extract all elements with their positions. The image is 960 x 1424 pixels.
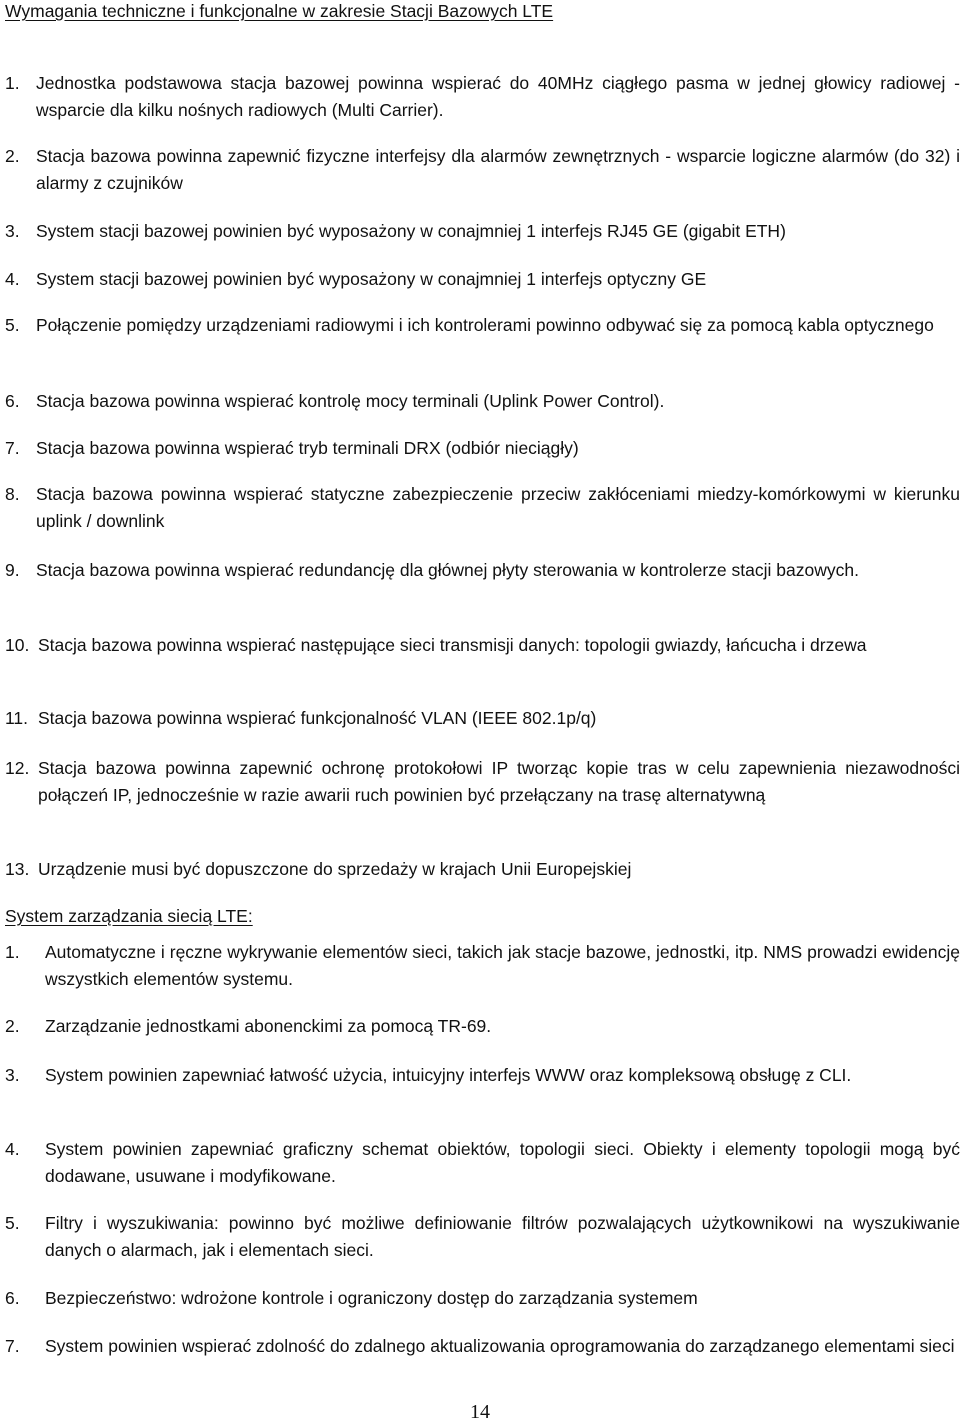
requirement-item-6: [5, 388, 960, 415]
requirement-item-5: [5, 312, 960, 339]
requirement-item-12: [5, 755, 960, 809]
section-heading-nms: System zarządzania siecią LTE:: [5, 906, 253, 926]
item-number: 5.: [5, 1213, 20, 1233]
item-text: Stacja bazowa powinna wspierać tryb terminali DRX (odbiór nieciągły): [36, 438, 579, 458]
requirement-item-2: [5, 143, 960, 197]
requirement-item-8: [5, 481, 960, 535]
item-text: Stacja bazowa powinna wspierać następujące sieci transmisji danych: topologii gwiazdy, łańcucha i drzewa: [38, 635, 867, 655]
nms-item-5: [5, 1210, 960, 1264]
item-text: System powinien wspierać zdolność do zdalnego aktualizowania oprogramowania do zarządzanego elementami sieci: [45, 1336, 955, 1356]
nms-item-1: [5, 939, 960, 993]
nms-item-3: [5, 1062, 960, 1089]
item-text: Stacja bazowa powinna wspierać statyczne zabezpieczenie przeciw zakłóceniami miedzy-komórkowymi w kierunku uplink / downlink: [36, 484, 960, 531]
requirement-item-4: [5, 266, 960, 293]
item-text: Filtry i wyszukiwania: powinno być możliwe definiowanie filtrów pozwalających użytkownikowi na wyszukiwanie danych o alarmach, jak i elementach sieci.: [45, 1213, 960, 1260]
requirement-item-11: [5, 705, 960, 732]
item-number: 6.: [5, 391, 20, 411]
item-text: Stacja bazowa powinna zapewnić ochronę protokołowi IP tworząc kopie tras w celu zapewnienia niezawodności połączeń IP, jednocześnie w razie awarii ruch powinien być przełączany na trasę alternatywną: [38, 758, 960, 805]
item-number: 7.: [5, 1336, 20, 1356]
item-text: Stacja bazowa powinna wspierać funkcjonalność VLAN (IEEE 802.1p/q): [38, 708, 597, 728]
item-number: 11.: [5, 708, 29, 728]
item-number: 10.: [5, 635, 30, 655]
requirement-item-10: [5, 632, 960, 659]
page-number: 14: [470, 1401, 490, 1423]
item-text: Automatyczne i ręczne wykrywanie elementów sieci, takich jak stacje bazowe, jednostki, itp. NMS prowadzi ewidencję wszystkich elementów systemu.: [45, 942, 960, 989]
nms-item-4: [5, 1136, 960, 1190]
item-text: Urządzenie musi być dopuszczone do sprzedaży w krajach Unii Europejskiej: [38, 859, 632, 879]
requirement-item-7: [5, 435, 960, 462]
item-number: 2.: [5, 1016, 20, 1036]
item-text: Bezpieczeństwo: wdrożone kontrole i ograniczony dostęp do zarządzania systemem: [45, 1288, 698, 1308]
item-number: 3.: [5, 221, 20, 241]
item-number: 13.: [5, 859, 30, 879]
item-number: 8.: [5, 484, 20, 504]
item-text: Jednostka podstawowa stacja bazowej powinna wspierać do 40MHz ciągłego pasma w jednej głowicy radiowej - wsparcie dla kilku nośnych radiowych (Multi Carrier).: [36, 73, 960, 120]
item-number: 6.: [5, 1288, 20, 1308]
nms-item-7: [5, 1333, 960, 1360]
item-text: Stacja bazowa powinna wspierać kontrolę mocy terminali (Uplink Power Control).: [36, 391, 665, 411]
item-text: Stacja bazowa powinna zapewnić fizyczne interfejsy dla alarmów zewnętrznych - wsparcie logiczne alarmów (do 32) i alarmy z czujników: [36, 146, 960, 193]
item-number: 1.: [5, 73, 20, 93]
item-number: 7.: [5, 438, 20, 458]
item-text: System stacji bazowej powinien być wyposażony w conajmniej 1 interfejs optyczny GE: [36, 269, 707, 289]
requirement-item-1: [5, 70, 960, 124]
requirement-item-13: [5, 856, 960, 883]
requirement-item-3: [5, 218, 960, 245]
item-number: 1.: [5, 942, 20, 962]
item-text: System powinien zapewniać łatwość użycia, intuicyjny interfejs WWW oraz kompleksową obsługę z CLI.: [45, 1065, 852, 1085]
item-text: Połączenie pomiędzy urządzeniami radiowymi i ich kontrolerami powinno odbywać się za pomocą kabla optycznego: [36, 315, 934, 335]
requirement-item-9: [5, 557, 960, 584]
item-number: 3.: [5, 1065, 20, 1085]
item-number: 2.: [5, 146, 20, 166]
item-text: System powinien zapewniać graficzny schemat obiektów, topologii sieci. Obiekty i elementy topologii mogą być dodawane, usuwane i modyfikowane.: [45, 1139, 960, 1186]
item-text: System stacji bazowej powinien być wyposażony w conajmniej 1 interfejs RJ45 GE (gigabit ETH): [36, 221, 786, 241]
item-number: 4.: [5, 269, 20, 289]
item-number: 4.: [5, 1139, 20, 1159]
nms-item-6: [5, 1285, 960, 1312]
item-number: 12.: [5, 758, 30, 778]
item-number: 9.: [5, 560, 20, 580]
nms-item-2: [5, 1013, 960, 1040]
item-text: Stacja bazowa powinna wspierać redundancję dla głównej płyty sterowania w kontrolerze stacji bazowych.: [36, 560, 859, 580]
section-heading-lte-base-stations: Wymagania techniczne i funkcjonalne w zakresie Stacji Bazowych LTE: [5, 1, 554, 21]
item-text: Zarządzanie jednostkami abonenckimi za pomocą TR-69.: [45, 1016, 492, 1036]
item-number: 5.: [5, 315, 20, 335]
